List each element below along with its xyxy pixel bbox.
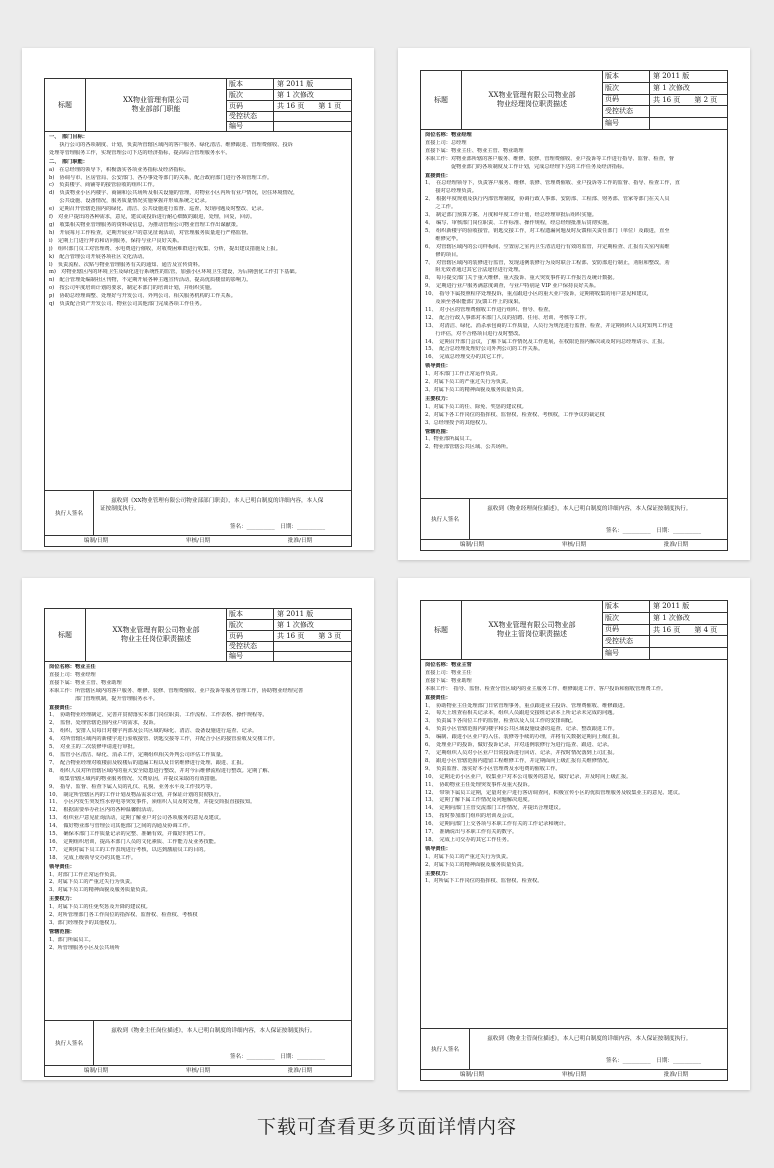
- body-line: 9、 指导、监督、检查下属人员的礼仪、礼貌、业务水平及工作技巧等。: [49, 783, 216, 790]
- header-label: 标题: [45, 79, 86, 131]
- document-title: [462, 601, 603, 659]
- body-line: n) 配合管理处编制社区刊物，不定期开展各种主题宣传活动，提高优质楼盘的影响力。: [49, 277, 252, 284]
- acknowledgement-text: 证按制度执行。: [100, 506, 140, 512]
- body-line: f) 对业户提出的各种需求，意见，建议或投诉进行耐心细致的跟进，处理，回复，回访。: [49, 214, 256, 221]
- body-line: 1、 在总经理领导下，负责客户服务、维修、装修、管理费催收、业户投诉等工作的监督、指导、检查工作，直: [425, 180, 680, 187]
- body-line: 1、 协助物业经理制定、完善并贯彻落实本部门岗位职责、工作流程、工作表格、操作规程等。: [49, 712, 268, 719]
- body-line: 2、物业部管辖公共区域、公共场所。: [425, 444, 512, 451]
- body-line: 1、对部门工作正常运作负责。: [49, 871, 120, 878]
- approved-by-cell: 批准/日期: [663, 1072, 689, 1078]
- acknowledgement-text: 兹收到《物业主任岗位描述》，本人已明白制度的详细内容，本人保证按制度执行。: [100, 1028, 316, 1034]
- approved-by-cell: 批准/日期: [287, 1068, 313, 1074]
- body-line: 7、 定期组织人员对小区业户日常投诉进行回访、记录，并按时情况落到上司汇报。: [425, 749, 618, 756]
- meta-row: [603, 601, 727, 613]
- body-line: 2、对属下员工的严重过失行为负责。: [49, 879, 136, 886]
- title-line: 物业主管岗位职责描述: [497, 630, 567, 638]
- body-line: 9、 负责监督、落实好本小区管理费及水电费的催收工作。: [425, 765, 561, 772]
- body-line: l) 负责流程、次贴与物业管理服务有关的通知、通告及宣传资料。: [49, 261, 204, 268]
- approved-by-cell: 批准/日期: [287, 538, 313, 544]
- section-heading: 管辖范围：: [425, 428, 451, 435]
- prepared-by-cell: 编制/日期: [459, 1072, 485, 1078]
- meta-key: 版次: [603, 613, 650, 624]
- body-line: 5、 组织新楼宇的验收接管，钥匙交接工作，对工程遗漏问题及时反馈相关责任部门（单位）及跟进，直至: [425, 227, 670, 234]
- body-line: 行评估，对不合格项目进行及时整改。: [425, 330, 524, 337]
- approval-row: [44, 534, 352, 547]
- meta-table: [227, 609, 351, 661]
- document-body: [420, 128, 728, 498]
- section-heading: 领导责任：: [425, 845, 451, 852]
- meta-key: 版次: [227, 90, 274, 100]
- body-line: 1、对所属下工作岗位的指挥权、监督权、检查权。: [425, 878, 543, 885]
- meta-row: [603, 83, 727, 95]
- document-title: [86, 609, 227, 661]
- body-line: 11、 对小区的管理费催收工作进行组织、督导、检查。: [425, 306, 554, 313]
- body-line: h) 开展每月工作检查，定期开展业户的意见征询活动，对管理服务质量进行严格监督。: [49, 229, 252, 236]
- body-line: 13、 组织业户意见征询活动，定期了解业户对公司各项服务的意见及建议。: [49, 815, 225, 822]
- body-line: 10、 定期走访小区业户，收集业户对本公司服务的意见，做好记录，并及时向上级汇报。: [425, 773, 632, 780]
- body-line: c) 负责楼宇、商铺等的接管验收的组织工作。: [49, 182, 158, 189]
- body-line: 13、 定期了解下属工作情况及问题解决进度。: [425, 797, 533, 804]
- meta-value: 共 16 页 第 2 页: [653, 95, 718, 104]
- body-line: 16、 定期向部门上交各项与本职工作有关的工作记录和统计。: [425, 821, 570, 828]
- body-line: 直接下属：物业主任、物业主管、物业助理: [425, 147, 524, 154]
- meta-table: [603, 71, 727, 129]
- body-line: 修的项目。: [425, 251, 462, 258]
- meta-key: 页码: [227, 101, 274, 111]
- body-line: 8、 组织人员对所管辖区域内的重大安全隐患进行整改，并对今后维修流程进行整改。定期了解、: [49, 767, 273, 774]
- body-line: d) 负责物业小区内楼宇、商铺和公共场所及相关设施的管理，对物业小区内所有业户情况，居住环境情况，: [49, 190, 299, 197]
- meta-row: [227, 620, 351, 631]
- document-page-3: [22, 578, 374, 1080]
- meta-value: 共 16 页 第 3 页: [277, 632, 342, 640]
- meta-value: 第 2011 版: [653, 602, 690, 611]
- body-line: 15、 确保本部门工作质量记录的完整、准确有效，并做好归档工作。: [49, 831, 209, 838]
- body-line: 之工作。: [425, 204, 457, 211]
- meta-table: [227, 79, 351, 131]
- section-heading: 直接责任：: [49, 704, 75, 711]
- signature-block: [420, 1028, 728, 1070]
- meta-value: [650, 636, 727, 647]
- body-line: 12、 根据需要举办社区内的各种温馨假活动。: [49, 807, 157, 814]
- title-line: XX物业管理有限公司物业部: [488, 621, 576, 630]
- meta-value: 第 2011 版: [653, 72, 690, 81]
- acknowledgement-text: 兹收到《XX物业管理有限公司物业部部门职责》，本人已明白制度的详细内容，本人保: [100, 498, 324, 504]
- reviewed-by-cell: 审核/日期: [185, 1068, 211, 1074]
- approved-by-cell: 批准/日期: [663, 542, 689, 548]
- body-line: 6、 监管小区清洁、绿化、消杀工作，定期组织相关外判公司评估工作质量。: [49, 751, 227, 758]
- meta-table: [603, 601, 727, 659]
- body-line: 直接下属：物业主管、物业助理: [49, 679, 122, 686]
- title-line: 物业主任岗位职责描述: [121, 635, 191, 643]
- document-body: [44, 660, 352, 1020]
- section-heading: 岗位名称：物业经理: [425, 132, 472, 138]
- section-heading: 领导责任：: [425, 363, 451, 370]
- section-heading: 岗位名称：物业主管: [425, 662, 472, 668]
- meta-row: [227, 609, 351, 620]
- body-line: 15、 配合总经理处理好公司外判公司的工作关系。: [425, 346, 544, 353]
- meta-key: 受控状态: [227, 642, 274, 651]
- meta-value: [650, 106, 727, 117]
- title-line: 物业部部门职能: [131, 105, 181, 113]
- title-line: 物业经理岗位职责描述: [497, 100, 567, 108]
- download-more-caption[interactable]: 下载可查看更多页面详情内容: [256, 1116, 517, 1138]
- body-line: 13、 对清洁、绿化、消杀承包商的工作质量，人员行为规范进行监督、检查，并定期组织人员对知判工作进: [425, 322, 673, 329]
- body-line: 部门管理机制，提升管理服务水平。: [49, 695, 158, 702]
- sign-date-line: 签名：__________ 日期：__________: [229, 1054, 325, 1060]
- body-line: 18、 完成上司交办的其它工作任务。: [425, 836, 513, 843]
- body-line: 3、对属下员工的精神面貌及服务质量负责。: [49, 887, 151, 894]
- acknowledgement-text: 兹收到《物业经理岗位描述》，本人已明白制度的详细内容，本人保证按制度执行。: [476, 506, 692, 512]
- signature-block: [44, 1020, 352, 1066]
- meta-value: 第 1 次修改: [277, 621, 314, 629]
- body-line: p) 协助总经理调整、处理好与开发公司、外判公司、相关服务机构的工作关系。: [49, 293, 236, 300]
- body-line: 1、 协助物业主任处理部门日常管理事务，重点跟进业主投诉、管理费催收、维修跟进。: [425, 702, 629, 709]
- meta-key: 编号: [603, 648, 650, 659]
- body-line: 12、 配合行政人事部对本部门人员的招聘、任用、培训、考核等工作。: [425, 314, 590, 321]
- section-heading: 主要权力：: [425, 870, 451, 877]
- meta-value: 共 16 页 第 1 页: [277, 102, 342, 110]
- body-line: 5、 编制、跟进小区业户的入住、装修等手续的办理，并将有关数据定期向上级汇报。: [425, 734, 623, 741]
- body-line: 及须至各职能部门反馈工作上的成果。: [425, 299, 524, 306]
- section-heading: 直接责任：: [425, 172, 451, 179]
- meta-key: 页码: [603, 95, 650, 106]
- body-line: 15、 按时参加部门组织的培训及会议。: [425, 813, 518, 820]
- body-line: 5、 对业主的二次装修申请进行审批。: [49, 744, 138, 751]
- document-title: [462, 71, 603, 129]
- title-line: XX物业管理有限公司物业部: [112, 626, 200, 635]
- prepared-by-cell: 编制/日期: [83, 1068, 109, 1074]
- meta-row: [603, 636, 727, 648]
- body-line: 14、 定期召开部门会议，了解下属工作情况及工作进展，在权限范围内解决或及时向总经理请示、汇报。: [425, 338, 668, 345]
- document-page-1: [22, 48, 374, 550]
- section-heading: 主要权力：: [425, 395, 451, 402]
- section-heading: 主要权力：: [49, 896, 75, 903]
- body-line: 直接上司：物业经理: [49, 671, 96, 678]
- meta-value: 第 1 次修改: [653, 614, 690, 623]
- meta-value: [274, 112, 351, 121]
- body-line: 直接下属：物业助理: [425, 677, 472, 684]
- meta-row: [603, 613, 727, 625]
- sign-date-line: 签名：__________ 日期：__________: [605, 1058, 701, 1064]
- meta-key: 页码: [227, 631, 274, 641]
- body-line: 1、对属下员工的任、除免、奖惩的建议权。: [425, 403, 527, 410]
- body-line: 2、 根据年度规划及执行内部管理制度，协调行政人事部、安防部、工程部、财务部、管家等部门在关人员: [425, 196, 670, 203]
- section-heading: 岗位名称：物业主任: [49, 664, 96, 670]
- meta-value: 第 2011 版: [277, 610, 314, 618]
- page-header-table: [44, 78, 352, 132]
- body-line: 维修完毕。: [425, 235, 462, 242]
- body-line: 16、 定期组织培训，提高本部门人员的文化素质、工作能力及业务技能。: [49, 838, 220, 845]
- signature-label: 执行人签名: [421, 499, 470, 539]
- body-line: 14、 做好物业部与管理公司其他部门之间的沟通及协调工作。: [49, 823, 194, 830]
- body-line: 2、对属下员工的精神面貌及服务质量负责。: [425, 861, 527, 868]
- body-line: k) 配合管理公司开展各项社区文化活动。: [49, 253, 148, 260]
- body-line: q) 负责配合资产开发公司、物业公司其他部门完成各项工作任务。: [49, 301, 205, 308]
- signature-content: [470, 1029, 727, 1069]
- body-line: 执行公司的各项制度、计划，负责所管辖区域内的客户服务、绿化清洁、维修跟进、管理费催收、投诉: [49, 141, 293, 148]
- body-line: 16、 完成总经理交办的其它工作。: [425, 354, 507, 361]
- signature-block: [44, 490, 352, 536]
- body-line: 3、 负责属下各岗位工作的监督，检查以及人员工作的安排调配。: [425, 718, 577, 725]
- body-line: 本职工作：所管辖区域内的客户服务、维修、装修、管理费催收、业户投诉等服务管理工作，协助物业经理完善: [49, 687, 304, 694]
- body-line: 17、 定期对属下员工的工作表现进行考核，以达到激励员工的目的。: [49, 846, 209, 853]
- body-line: 处理等管理服务工作，实现管理公司下达的经济指标，提高综合管理服务水平。: [49, 149, 231, 156]
- document-page-4: [398, 578, 750, 1090]
- section-heading: 领导责任：: [49, 863, 75, 870]
- body-line: 收集管辖区域内的物业服务情况、欠费原因，并提议采取的有效措施。: [49, 775, 221, 782]
- signature-content: [94, 491, 351, 535]
- meta-row: [227, 642, 351, 652]
- meta-key: 版次: [227, 620, 274, 630]
- body-line: 公共设施、设备情况，服务质量情况实施掌握并形成系统之记录。: [49, 198, 210, 205]
- body-line: j) 组织部门员工对管理费、水电费进行催收，对收费困难群进行收集、分析，提出建议措施及上报。: [49, 245, 281, 252]
- meta-key: 页码: [603, 625, 650, 636]
- body-line: 本职工作： 指导、监督、检查分管区域内的业主服务工作、维修跟进工作、客户投诉和催收管理费工作。: [425, 685, 667, 692]
- body-line: 6、 处理业户的投诉，做好投诉记录，并对违例装修行为进行巡查、跟进、记录。: [425, 742, 613, 749]
- body-line: 4、 编写、审核部门岗位职责、工作标准、操作规程，经总经理批准后贯彻实施。: [425, 219, 613, 226]
- meta-row: [603, 106, 727, 118]
- body-line: 12、 带领下属员工定期，定量对业户进行客访调查问，积极宣传小区的优质管理服务及收集业主的意见、建议。: [425, 789, 684, 796]
- body-line: 14、 定期向部门主管交流部门工作情况，并提出合理建议。: [425, 805, 564, 812]
- body-line: 1、部门所属员工。: [49, 936, 94, 943]
- meta-key: 受控状态: [603, 106, 650, 117]
- body-line: 3、总经理授予的其他权力。: [425, 419, 491, 426]
- section-heading: 一、 部门目标：: [49, 134, 88, 140]
- body-line: 4、 对所管辖区域内的新楼宇进行验收接管、钥匙交接等工作，并配合小区的接管验收及交楼工作。: [49, 736, 278, 743]
- reviewed-by-cell: 审核/日期: [185, 538, 211, 544]
- body-line: 3、部门经理授予的其他权力。: [49, 920, 120, 926]
- meta-row: [227, 101, 351, 112]
- page-header-table: [44, 608, 352, 662]
- reviewed-by-cell: 审核/日期: [561, 1072, 587, 1078]
- body-line: m) 对物业辖区内的环境卫生及绿化进行系统性的监管，加强小区环境卫生建设，为后期创优工作打下基础。: [49, 269, 300, 276]
- signature-label: 执行人签名: [45, 1021, 94, 1065]
- body-line: 促物业部门的各项制度及工作计划，完成总经理下达的工作任务及经济指标。: [425, 163, 628, 170]
- approval-row: [420, 538, 728, 551]
- meta-value: [274, 642, 351, 651]
- meta-row: [227, 112, 351, 122]
- body-line: 1、物业部所属员工。: [425, 436, 475, 443]
- meta-row: [603, 95, 727, 107]
- body-line: 3、 组织、安排人员每日对楼宇内部及公共区域的绿化、清洁、设备设施进行巡查、记录。: [49, 728, 258, 735]
- document-page-2: [398, 48, 750, 560]
- prepared-by-cell: 编制/日期: [459, 542, 485, 548]
- body-line: 10、 指导下属按照程序处理投诉，重点跟进小区的重大业户投诉，定期将收集的用户意见和建议，: [425, 291, 653, 298]
- signature-content: [470, 499, 727, 539]
- body-line: 9、 定期进行业户服务满意度调查，与业户特别是 VIP 业户保持良好关系。: [425, 283, 600, 290]
- header-label: 标题: [421, 71, 462, 129]
- body-line: 2、 每天上班查看相关记录本，组织人员跟进交接班记录本上所记录未完成的问题。: [425, 710, 618, 717]
- signature-label: 执行人签名: [421, 1029, 470, 1069]
- body-line: 直接上司：物业主任: [425, 669, 472, 676]
- body-line: 本职工作：对物业部所辖的客户服务、维修、装修、管理费催收、业户投诉等工作进行指导、监督、检查，督: [425, 155, 675, 162]
- meta-key: 受控状态: [227, 112, 274, 121]
- approval-row: [44, 1064, 352, 1077]
- body-line: 1、对属下员工的严重过失行为负责。: [425, 853, 512, 860]
- prepared-by-cell: 编制/日期: [83, 538, 109, 544]
- meta-key: 版本: [227, 79, 274, 89]
- signature-label: 执行人签名: [45, 491, 94, 535]
- body-line: 8、 每月提交部门关于重大维修、重大投诉、重大突发事件的工作报告及统计数据。: [425, 275, 618, 282]
- body-line: 11、 小区内发生突发性水停电等突发事件，须组织人员及时处理，并提交简报直接报知。: [49, 799, 256, 806]
- body-line: 18、 完成上级领导交办的其他工作。: [49, 854, 137, 861]
- page-header-table: [420, 70, 728, 130]
- meta-value: 共 16 页 第 4 页: [653, 625, 718, 634]
- meta-key: 受控状态: [603, 636, 650, 647]
- page-header-table: [420, 600, 728, 660]
- sign-date-line: 签名：__________ 日期：__________: [229, 524, 325, 530]
- meta-row: [227, 79, 351, 90]
- section-heading: 二、 部门职能：: [49, 158, 88, 165]
- body-line: g) 收集相关物业管理服务的资料或信息，为推动管理公司物业管理工作出谋献策。: [49, 221, 242, 228]
- body-line: 2、所管理服务小区及公共场所: [49, 944, 120, 951]
- body-line: 1、对属下员工的任免奖惩及升降的建议权。: [49, 904, 151, 911]
- body-line: 10、 制定所管辖区内的工作计划及物品需求计划，并保证计划的贯彻执行。: [49, 791, 225, 798]
- body-line: 2、 监督、处理管辖范围内业户的需求，投诉。: [49, 720, 159, 727]
- header-label: 标题: [421, 601, 462, 659]
- body-line: 2、对所管理部门各工作岗位的指挥权、监督权、检查权、考核权: [49, 912, 198, 919]
- meta-row: [603, 71, 727, 83]
- body-line: b) 协调与市、区房管局、公安部门、各办事处等部门的关系，配合政府部门进行各项管理工作。: [49, 174, 273, 181]
- meta-key: 版本: [603, 601, 650, 612]
- meta-key: 编号: [603, 118, 650, 129]
- acknowledgement-text: 兹收到《物业主管岗位描述》，本人已明白制度的详细内容，本人保证按制度执行。: [476, 1036, 692, 1042]
- body-line: 2、对属下各工作岗位的指挥权、监督权、检查权、考核权，工作争议的裁定权: [425, 411, 605, 418]
- meta-value: 第 2011 版: [277, 80, 314, 88]
- signature-content: [94, 1021, 351, 1065]
- body-line: 1、对本部门工作正常运作负责。: [425, 371, 501, 378]
- document-body: [420, 658, 728, 1028]
- body-line: 11、 协助物业主任处理突发事件及重大投诉。: [425, 781, 533, 788]
- body-line: 4、 负责小区管辖范围内的楼宇和公共区域设施设备的巡查、记录、整改跟进工作。: [425, 726, 618, 733]
- meta-key: 编号: [227, 652, 274, 661]
- body-line: 阻无效者通过其它合法途径进行处理。: [425, 267, 524, 274]
- sign-date-line: 签名：__________ 日期：__________: [605, 528, 701, 534]
- body-line: 8、 跟进小区管辖范围内遗留工程维修工作，并定期面向上级汇报有关维修情况。: [425, 757, 613, 764]
- document-body: [44, 130, 352, 490]
- meta-key: 版次: [603, 83, 650, 94]
- meta-value: 第 1 次修改: [653, 84, 690, 93]
- body-line: 2、对属下员工的严重过失行为负责。: [425, 379, 512, 386]
- body-line: 6、 对管辖区域内的公司样板间、空置房之室内卫生清洁进行有效的监管，并定期检查、汇报有关室内需维: [425, 243, 670, 250]
- meta-row: [603, 625, 727, 637]
- document-title: [86, 79, 227, 131]
- body-line: e) 定期召开管辖范围内的绿化、清洁、公共设施进行监督、巡查，发现问题及时整改、记录。: [49, 206, 267, 213]
- body-line: 7、 配合物业经理对收楼前及收楼后的遗漏工程以及日常维修进行处理、跟进、汇报。: [49, 759, 247, 766]
- title-line: XX物业管理有限公司物业部: [488, 91, 576, 100]
- approval-row: [420, 1068, 728, 1081]
- body-line: 直接上司：总经理: [425, 139, 467, 146]
- body-line: 3、对属下员工的精神面貌及服务质量负责。: [425, 387, 527, 393]
- signature-block: [420, 498, 728, 540]
- meta-key: 版本: [603, 71, 650, 82]
- title-line: XX物业管理有限公司: [123, 96, 189, 105]
- body-line: 3、 制定部门预算方案、月度和年度工作计划，经总经理审批后组织实施。: [425, 212, 597, 219]
- body-line: 7、 对管辖区域内的装修进行监管，发现违例装修行为及时联合工程部、安防部进行制止，劝阻和整改，劝: [425, 259, 670, 266]
- body-line: o) 按公司年度培训计划的要求，制定本部门的培训计划，并组织实施。: [49, 285, 215, 292]
- meta-value: 第 1 次修改: [277, 91, 314, 99]
- section-heading: 直接责任：: [425, 694, 451, 701]
- body-line: a) 在总经理的领导下，积极落实各项业务指标及经济指标。: [49, 166, 189, 173]
- header-label: 标题: [45, 609, 86, 661]
- body-line: 接对总经理负责。: [425, 188, 477, 195]
- meta-row: [227, 631, 351, 642]
- meta-key: 编号: [227, 122, 274, 131]
- section-heading: 管辖范围：: [49, 928, 75, 935]
- body-line: 17、 准确说出与本职工作有关的数字。: [425, 829, 518, 836]
- reviewed-by-cell: 审核/日期: [561, 542, 587, 548]
- meta-key: 版本: [227, 609, 274, 619]
- meta-row: [227, 90, 351, 101]
- body-line: i) 定期上门进行拜访和访问服务，保持与业户良好关系。: [49, 237, 183, 244]
